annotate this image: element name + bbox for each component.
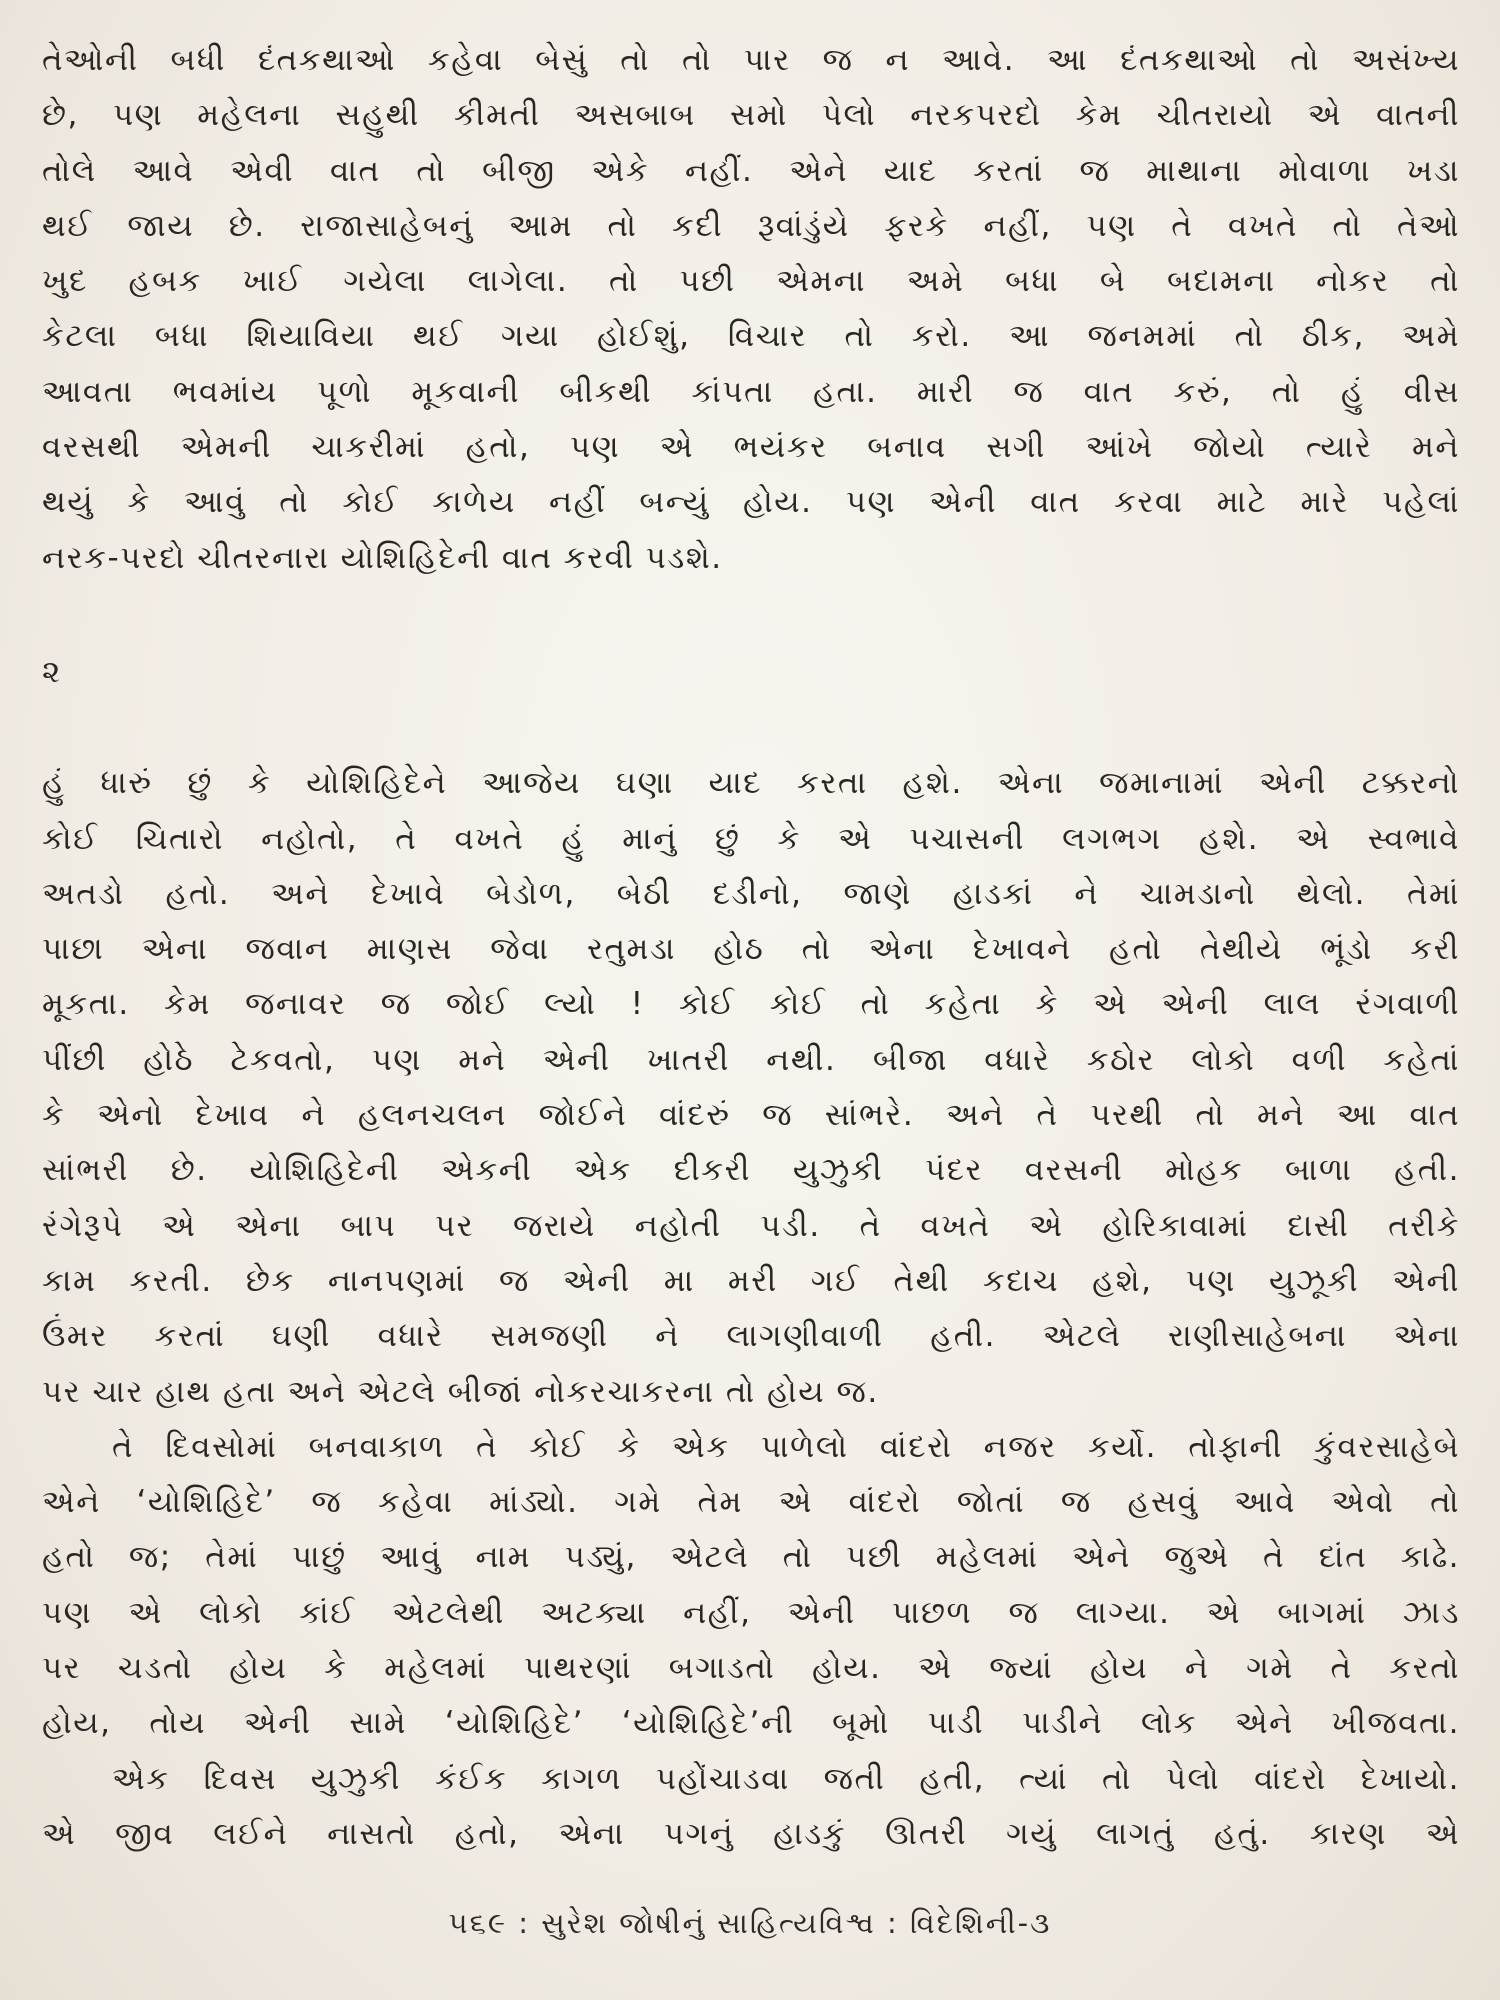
paragraph [42,33,1460,586]
text-line: છે, પણ મહેલના સહુથી કીમતી અસબાબ સમો પેલો નરકપરદો કેમ ચીતરાયો એ વાતની [42,97,1460,134]
text-line: હોય, તોય એની સામે ‘યોશિહિદે’ ‘યોશિહિદે’ની બૂમો પાડી પાડીને લોક એને ખીજવતા. [42,1705,1460,1742]
text-line: પર ચાર હાથ હતા અને એટલે બીજાં નોકરચાકરના તો હોય જ. [42,1373,879,1410]
paragraph [42,756,1460,1420]
text-line: આવતા ભવમાંય પૂળો મૂકવાની બીકથી કાંપતા હતા. મારી જ વાત કરું, તો હું વીસ [42,373,1460,410]
text-line: કે એનો દેખાવ ને હલનચલન જોઈને વાંદરું જ સાંભરે. અને તે પરથી તો મને આ વાત [42,1097,1460,1134]
text-line: પણ એ લોકો કાંઈ એટલેથી અટક્યા નહીં, એની પાછળ જ લાગ્યા. એ બાગમાં ઝાડ [42,1594,1460,1631]
text-line: પર ચડતો હોય કે મહેલમાં પાથરણાં બગાડતો હોય. એ જ્યાં હોય ને ગમે તે કરતો [42,1650,1460,1687]
text-line: કેટલા બધા શિયાવિયા થઈ ગયા હોઈશું, વિચાર તો કરો. આ જનમમાં તો ઠીક, અમે [42,318,1460,355]
text-line: ખુદ હબક ખાઈ ગયેલા લાગેલા. તો પછી એમના અમે બધા બે બદામના નોકર તો [42,263,1460,300]
text-line: થયું કે આવું તો કોઈ કાળેય નહીં બન્યું હોય. પણ એની વાત કરવા માટે મારે પહેલાં [42,484,1460,521]
text-line: પાછા એના જવાન માણસ જેવા રતુમડા હોઠ તો એના દેખાવને હતો તેથીયે ભૂંડો કરી [42,931,1460,968]
text-line: થઈ જાય છે. રાજાસાહેબનું આમ તો કદી રૂવાંડુંયે ફરકે નહીં, પણ તે વખતે તો તેઓ [42,207,1460,244]
page-body [42,33,1460,1862]
text-line: એક દિવસ યુઝુકી કંઈક કાગળ પહોંચાડવા જતી હતી, ત્યાં તો પેલો વાંદરો દેખાયો. [112,1760,1460,1797]
section-number: ૨ [42,653,62,690]
text-line: હું ધારું છું કે યોશિહિદેને આજેય ઘણા યાદ કરતા હશે. એના જમાનામાં એની ટક્કરનો [42,765,1460,802]
text-line: સાંભરી છે. યોશિહિદેની એકની એક દીકરી યુઝુકી પંદર વરસની મોહક બાળા હતી. [42,1152,1460,1189]
page-footer: ૫૬૯ : સુરેશ જોષીનું સાહિત્યવિશ્વ : વિદેશિની-૩ [448,1906,1052,1940]
text-line: નરક-પરદો ચીતરનારા યોશિહિદેની વાત કરવી પડશે. [42,539,723,576]
text-line: રંગેરૂપે એ એના બાપ પર જરાયે નહોતી પડી. તે વખતે એ હોરિકાવામાં દાસી તરીકે [42,1207,1460,1244]
text-line: તે દિવસોમાં બનવાકાળ તે કોઈ કે એક પાળેલો વાંદરો નજર કર્યો. તોફાની કુંવરસાહેબે [112,1428,1460,1465]
text-line: અતડો હતો. અને દેખાવે બેડોળ, બેઠી દડીનો, જાણે હાડકાં ને ચામડાનો થેલો. તેમાં [42,875,1460,912]
text-line: તોલે આવે એવી વાત તો બીજી એકે નહીં. એને યાદ કરતાં જ માથાના મોવાળા ખડા [42,152,1460,189]
text-line: કોઈ ચિતારો નહોતો, તે વખતે હું માનું છું કે એ પચાસની લગભગ હશે. એ સ્વભાવે [42,820,1460,857]
text-line: વરસથી એમની ચાકરીમાં હતો, પણ એ ભયંકર બનાવ સગી આંખે જોયો ત્યારે મને [42,429,1460,466]
text-line: તેઓની બધી દંતકથાઓ કહેવા બેસું તો તો પાર જ ન આવે. આ દંતકથાઓ તો અસંખ્ય [42,42,1460,78]
text-line: કામ કરતી. છેક નાનપણમાં જ એની મા મરી ગઈ તેથી કદાચ હશે, પણ યુઝૂકી એની [42,1262,1460,1299]
text-line: પીંછી હોઠે ટેકવતો, પણ મને એની ખાતરી નથી. બીજા વધારે કઠોર લોકો વળી કહેતાં [42,1041,1460,1078]
paragraph [42,1752,1460,1863]
text-line: ઉંમર કરતાં ઘણી વધારે સમજણી ને લાગણીવાળી હતી. એટલે રાણીસાહેબના એના [42,1318,1460,1355]
text-line: એ જીવ લઈને નાસતો હતો, એના પગનું હાડકું ઊતરી ગયું લાગતું હતું. કારણ એ [42,1815,1460,1852]
paragraph [42,1420,1460,1752]
text-line: મૂકતા. કેમ જનાવર જ જોઈ લ્યો ! કોઈ કોઈ તો કહેતા કે એ એની લાલ રંગવાળી [42,986,1460,1023]
text-line: એને ‘યોશિહિદે’ જ કહેવા માંડ્યો. ગમે તેમ એ વાંદરો જોતાં જ હસવું આવે એવો તો [42,1484,1460,1521]
text-line: હતો જ; તેમાં પાછું આવું નામ પડ્યું, એટલે તો પછી મહેલમાં એને જુએ તે દાંત કાઢે. [42,1539,1460,1576]
